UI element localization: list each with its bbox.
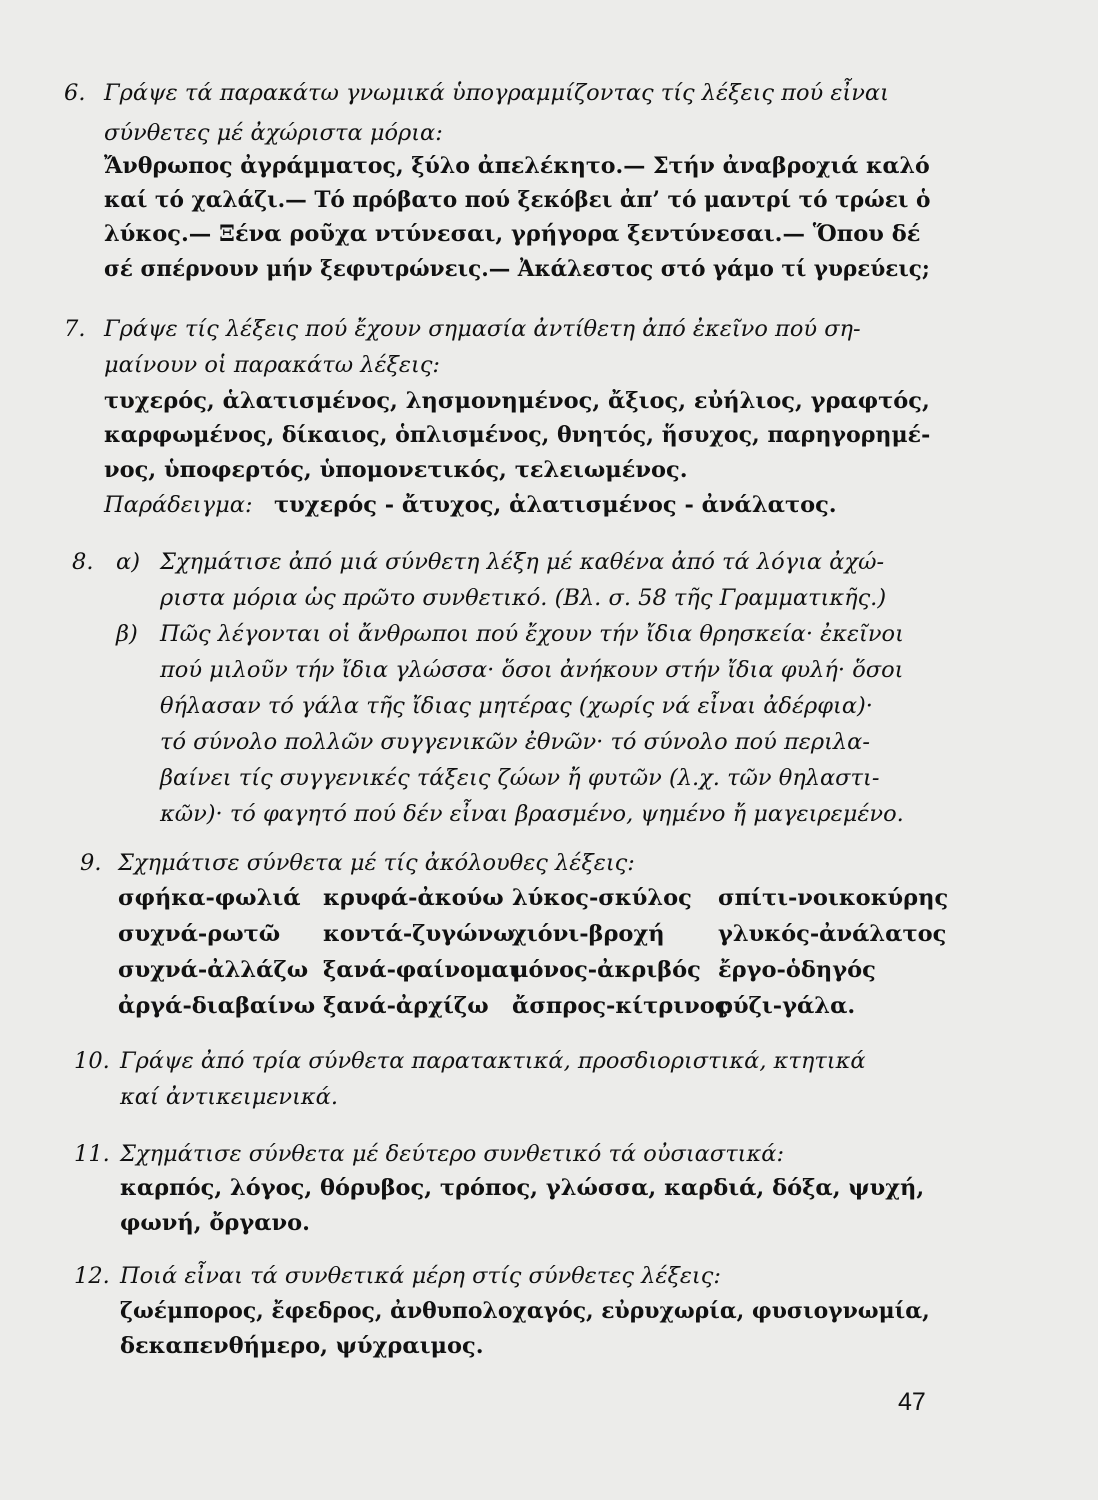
body-line: καρπός, λόγος, θόρυβος, τρόπος, γλώσσα, καρδιά, δόξα, ψυχή, xyxy=(120,1175,925,1201)
page-number: 47 xyxy=(898,1388,926,1416)
word-cell: ἄσπρος-κίτρινος xyxy=(512,993,729,1019)
instruction-line: καί ἀντικειμενικά. xyxy=(120,1084,339,1110)
subitem-label: α) xyxy=(116,549,140,575)
body-line: καρφωμένος, δίκαιος, ὁπλισμένος, θνητός, ἥσυχος, παρηγορημέ- xyxy=(104,422,931,448)
subitem-line: ριστα μόρια ὡς πρῶτο συνθετικό. (Βλ. σ. 58 τῆς Γραμματικῆς.) xyxy=(160,585,887,611)
body-line: δεκαπενθήμερο, ψύχραιμος. xyxy=(120,1333,484,1359)
word-cell: ρύζι-γάλα. xyxy=(718,993,856,1019)
body-line: Ἄνθρωπος ἀγράμματος, ξύλο ἀπελέκητο.— Στήν ἀναβροχιά καλό xyxy=(104,153,930,179)
body-line: φωνή, ὄργανο. xyxy=(120,1210,311,1236)
body-line: καί τό χαλάζι.— Τό πρόβατο πού ξεκόβει ἀπ’ τό μαντρί τό τρώει ὁ xyxy=(104,187,931,213)
word-cell: ξανά-ἀρχίζω xyxy=(323,993,489,1019)
body-line: λύκος.— Ξένα ροῦχα ντύνεσαι, γρήγορα ξεντύνεσαι.— Ὅπου δέ xyxy=(104,221,921,247)
word-cell: κρυφά-ἀκούω xyxy=(323,885,504,911)
instruction-line: Γράψε τά παρακάτω γνωμικά ὑπογραμμίζοντας τίς λέξεις πού εἶναι xyxy=(104,80,889,106)
exercise-number: 10. xyxy=(74,1048,110,1074)
subitem-label: β) xyxy=(116,621,138,647)
word-cell: χιόνι-βροχή xyxy=(512,921,665,947)
body-line: τυχερός, ἁλατισμένος, λησμονημένος, ἄξιος, εὐήλιος, γραφτός, xyxy=(104,388,930,414)
exercise-number: 12. xyxy=(74,1263,110,1289)
exercise-number: 9. xyxy=(80,850,102,876)
subitem-line: Σχημάτισε ἀπό μιά σύνθετη λέξη μέ καθένα ἀπό τά λόγια ἀχώ- xyxy=(160,549,885,575)
word-cell: κοντά-ζυγώνω xyxy=(323,921,515,947)
exercise-number: 6. xyxy=(64,80,86,106)
body-line: νος, ὑποφερτός, ὑπομονετικός, τελειωμένος. xyxy=(104,457,688,483)
exercise-number: 11. xyxy=(74,1141,110,1167)
example-text: τυχερός - ἄτυχος, ἁλατισμένος - ἀνάλατος. xyxy=(274,492,837,518)
instruction-line: Σχημάτισε σύνθετα μέ τίς ἀκόλουθες λέξεις: xyxy=(118,850,635,876)
word-cell: συχνά-ρωτῶ xyxy=(118,921,281,947)
word-cell: συχνά-ἀλλάζω xyxy=(118,957,309,983)
instruction-line: Σχημάτισε σύνθετα μέ δεύτερο συνθετικό τά οὐσιαστικά: xyxy=(120,1141,785,1167)
subitem-line: πού μιλοῦν τήν ἴδια γλώσσα· ὅσοι ἀνήκουν στήν ἴδια φυλή· ὅσοι xyxy=(160,657,904,683)
word-cell: ἀργά-διαβαίνω xyxy=(118,993,316,1019)
instruction-line: Γράψε ἀπό τρία σύνθετα παρατακτικά, προσδιοριστικά, κτητικά xyxy=(120,1048,866,1074)
subitem-line: θήλασαν τό γάλα τῆς ἴδιας μητέρας (χωρίς νά εἶναι ἀδέρφια)· xyxy=(160,693,873,719)
word-cell: μόνος-ἀκριβός xyxy=(512,957,701,983)
instruction-line: σύνθετες μέ ἀχώριστα μόρια: xyxy=(104,120,443,146)
instruction-line: Γράψε τίς λέξεις πού ἔχουν σημασία ἀντίθετη ἀπό ἐκεῖνο πού ση- xyxy=(104,316,861,342)
instruction-line: Ποιά εἶναι τά συνθετικά μέρη στίς σύνθετες λέξεις: xyxy=(120,1263,721,1289)
instruction-line: μαίνουν οἱ παρακάτω λέξεις: xyxy=(104,352,440,378)
exercise-number: 8. xyxy=(72,549,94,575)
example-label: Παράδειγμα: xyxy=(104,492,253,518)
word-cell: λύκος-σκύλος xyxy=(512,885,692,911)
body-line: ζωέμπορος, ἔφεδρος, ἀνθυπολοχαγός, εὐρυχωρία, φυσιογνωμία, xyxy=(120,1298,930,1324)
word-cell: γλυκός-ἀνάλατος xyxy=(718,921,947,947)
word-cell: ξανά-φαίνομαι xyxy=(323,957,520,983)
word-cell: ἔργο-ὁδηγός xyxy=(718,957,876,983)
exercise-number: 7. xyxy=(64,316,86,342)
subitem-line: βαίνει τίς συγγενικές τάξεις ζώων ἤ φυτῶν (λ.χ. τῶν θηλαστι- xyxy=(160,765,880,791)
subitem-line: κῶν)· τό φαγητό πού δέν εἶναι βρασμένο, ψημένο ἤ μαγειρεμένο. xyxy=(160,801,904,827)
subitem-line: τό σύνολο πολλῶν συγγενικῶν ἐθνῶν· τό σύνολο πού περιλα- xyxy=(160,729,870,755)
subitem-line: Πῶς λέγονται οἱ ἄνθρωποι πού ἔχουν τήν ἴδια θρησκεία· ἐκεῖνοι xyxy=(160,621,904,647)
word-cell: σπίτι-νοικοκύρης xyxy=(718,885,949,911)
body-line: σέ σπέρνουν μήν ξεφυτρώνεις.— Ἀκάλεστος στό γάμο τί γυρεύεις; xyxy=(104,256,930,282)
word-cell: σφήκα-φωλιά xyxy=(118,885,301,911)
